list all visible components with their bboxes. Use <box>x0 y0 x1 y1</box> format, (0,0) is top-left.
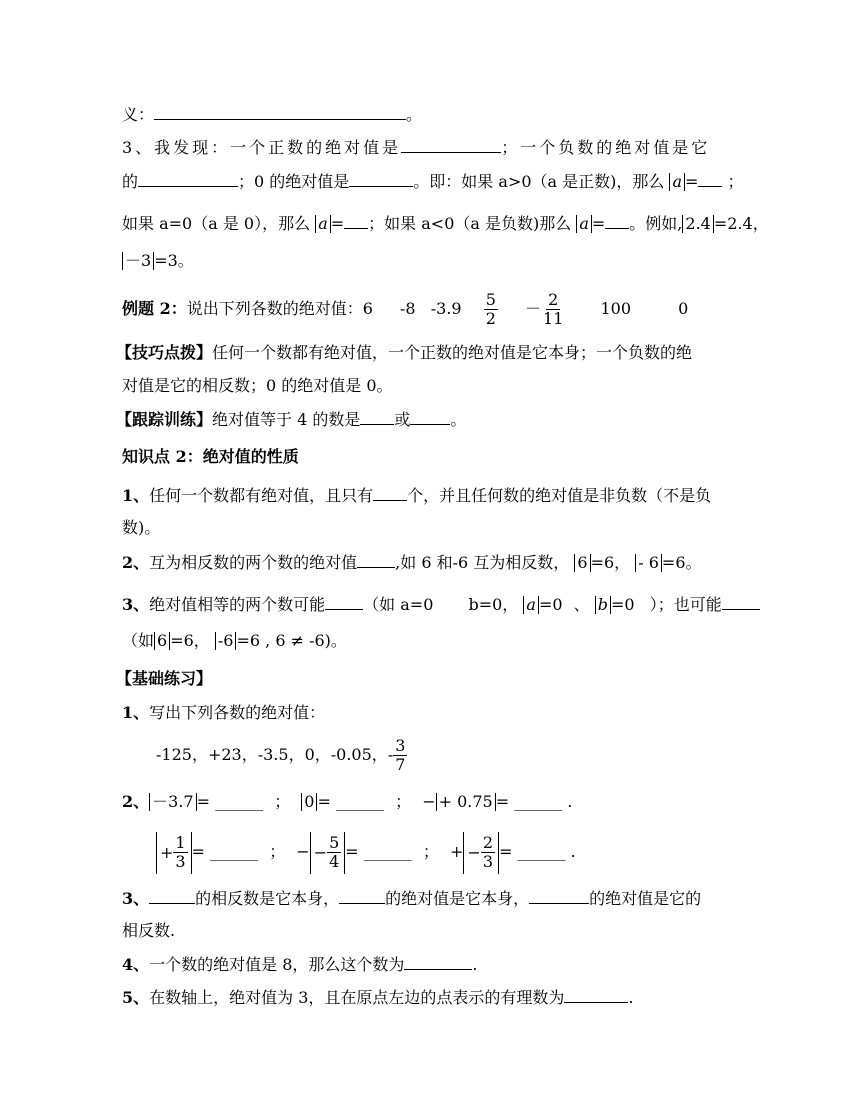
exercise-2-line-2: + $\frac{1}{3}$ = ______ ； − − $\frac{5}{4}$ = ______ ； + − $\frac{2}{3}$ = ______ . <box>156 830 576 874</box>
line-discovery-2: 的 ；0 的绝对值是 。即：如果 a>0（a 是正数)，那么 a = ； <box>122 172 744 191</box>
example-2: 例题 2：说出下列各数的绝对值：6 -8 -3.9 $\frac{5}{2}$ － $\frac{2}{11}$ 100 0 <box>122 290 689 328</box>
abs-a: a <box>576 215 592 233</box>
property-1-line-2: 数)。 <box>122 518 161 537</box>
line-definition-end: 义： 。 <box>122 105 423 124</box>
fraction-2-11: $\frac{2}{11}$ <box>543 290 564 328</box>
abs-minus-6: - 6 <box>635 554 662 572</box>
abs-minus-two-thirds: − $\frac{2}{3}$ <box>463 832 499 874</box>
fraction-3-7: $\frac{3}{7}$ <box>395 736 406 774</box>
property-3-line-2: （如 6 =6， -6 =6 , 6 ≠ -6)。 <box>122 631 347 650</box>
abs-a: a <box>315 215 331 233</box>
abs-minus-6: -6 <box>215 632 237 650</box>
abs-a: a <box>669 173 685 191</box>
blank[interactable] <box>404 954 472 970</box>
abs-0: 0 <box>301 793 317 811</box>
blank[interactable] <box>325 594 363 610</box>
exercise-3-line-1: 3、 的相反数是它本身， 的绝对值是它本身， 的绝对值是它的 <box>122 889 702 908</box>
line-discovery-3: 如果 a=0（a 是 0），那么 a = ；如果 a<0（a 是负数)那么 a = 。例如, 2.4 =2.4， <box>122 214 769 233</box>
abs-minus-five-fourths: − $\frac{5}{4}$ <box>310 832 346 874</box>
blank[interactable] <box>138 171 238 187</box>
blank[interactable] <box>344 213 368 229</box>
exercise-5: 5、在数轴上，绝对值为 3，且在原点左边的点表示的有理数为 . <box>122 988 634 1007</box>
blank[interactable] <box>349 171 413 187</box>
blank[interactable] <box>564 987 628 1003</box>
blank[interactable] <box>360 409 394 425</box>
abs-6: 6 <box>574 554 590 572</box>
property-1-line-1: 1、任何一个数都有绝对值，且只有 个，并且任何数的绝对值是非负数（不是负 <box>122 486 712 505</box>
line-discovery-4: －3 =3。 <box>122 251 194 271</box>
blank[interactable] <box>410 409 450 425</box>
blank[interactable] <box>357 552 395 568</box>
abs-plus-0-75: + 0.75 <box>436 793 496 811</box>
abs-a: a <box>523 596 539 614</box>
abs-6: 6 <box>154 632 170 650</box>
blank[interactable] <box>722 594 760 610</box>
abs-minus-3: －3 <box>122 252 154 270</box>
exercise-2-line-1: 2、 －3.7 = ______ ； 0 = ______ ； − + 0.75 = ______ . <box>122 792 573 811</box>
fraction-5-2: $\frac{5}{2}$ <box>485 290 496 328</box>
basic-practice-heading: 【基础练习】 <box>116 669 213 688</box>
blank[interactable] <box>149 888 195 904</box>
property-3-line-1: 3、绝对值相等的两个数可能 （如 a=0 b=0， a =0 、 b =0 ）；也可能 <box>122 594 760 615</box>
exercise-4: 4、一个数的绝对值是 8，那么这个数为 . <box>122 955 478 974</box>
blank[interactable] <box>401 137 501 153</box>
blank[interactable] <box>605 213 629 229</box>
line-discovery-1: 3、我发现：一个正数的绝对值是 ；一个负数的绝对值是它 <box>122 138 711 157</box>
abs-b: b <box>595 596 611 614</box>
blank[interactable] <box>154 104 406 120</box>
blank[interactable] <box>529 888 589 904</box>
tip-line-2: 对值是它的相反数；0 的绝对值是 0。 <box>122 376 393 395</box>
abs-minus-3-7: －3.7 <box>149 793 196 811</box>
blank[interactable] <box>698 171 722 187</box>
knowledge-point-2-heading: 知识点 2：绝对值的性质 <box>122 447 299 466</box>
exercise-3-line-2: 相反数. <box>122 921 176 940</box>
property-2: 2、互为相反数的两个数的绝对值 ,如 6 和-6 互为相反数， 6 =6， - 6 =6。 <box>122 553 702 572</box>
trace-training: 【跟踪训练】绝对值等于 4 的数是 或 。 <box>116 410 467 429</box>
exercise-1-numbers: -125，+23，-3.5，0，-0.05，- $\frac{3}{7}$ <box>156 736 406 774</box>
exercise-1: 1、写出下列各数的绝对值： <box>122 703 326 722</box>
abs-plus-one-third: + $\frac{1}{3}$ <box>156 832 192 874</box>
blank[interactable] <box>373 485 407 501</box>
blank[interactable] <box>339 888 385 904</box>
tip-line-1: 【技巧点拨】任何一个数都有绝对值，一个正数的绝对值是它本身；一个负数的绝 <box>116 343 693 362</box>
abs-2-4: 2.4 <box>682 215 713 233</box>
